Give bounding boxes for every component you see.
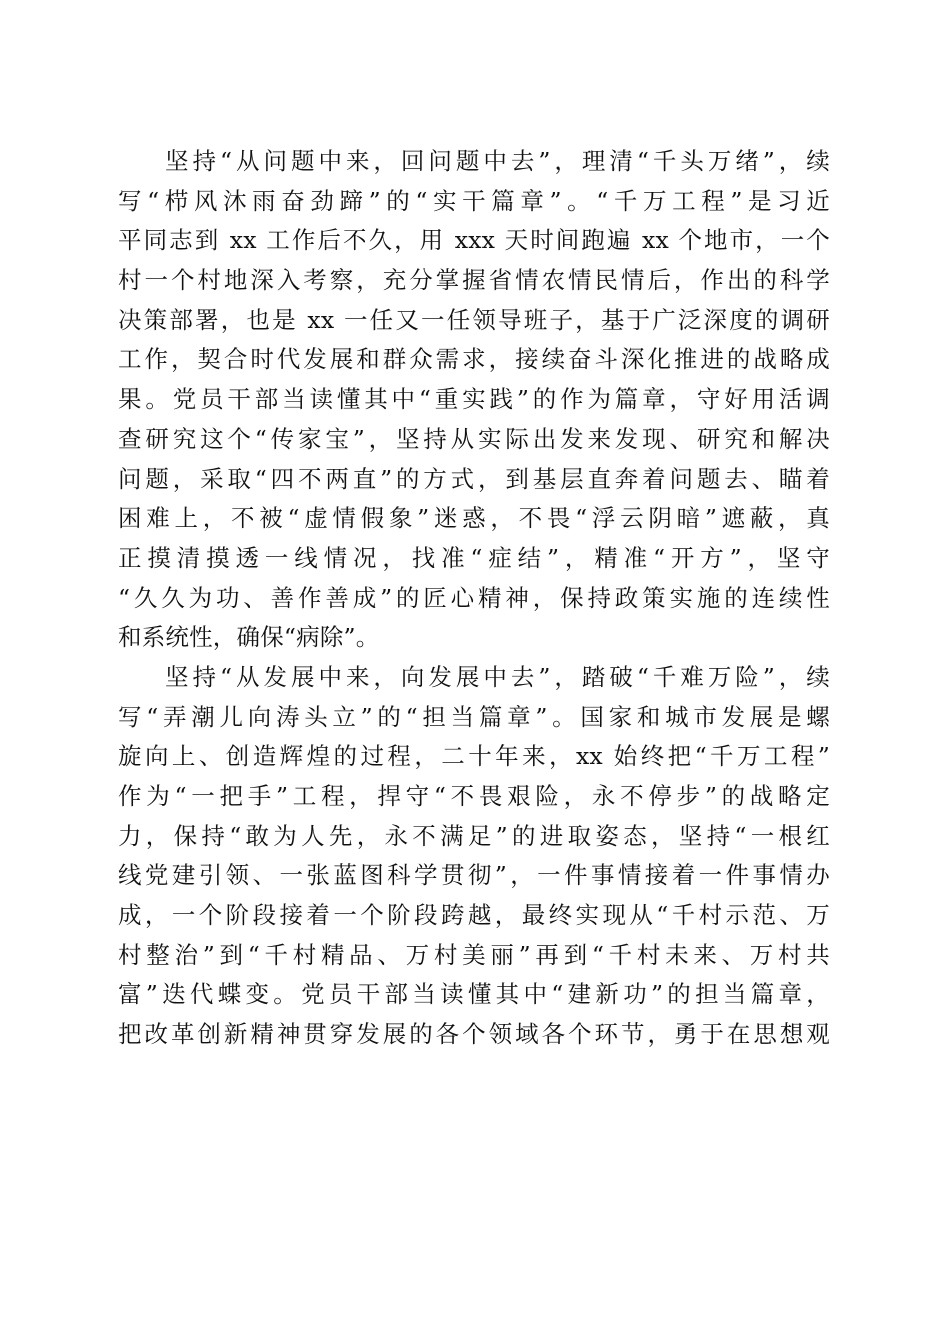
- paragraph-line: 村整治”到“千村精品、万村美丽”再到“千村未来、万村共: [118, 940, 830, 969]
- paragraph-line: 写“弄潮儿向涛头立”的“担当篇章”。国家和城市发展是螺: [118, 702, 830, 731]
- paragraph-line: 富”迭代蝶变。党员干部当读懂其中“建新功”的担当篇章，: [118, 980, 830, 1009]
- paragraph-line: 问题，采取“四不两直”的方式，到基层直奔着问题去、瞄着: [118, 464, 830, 493]
- paragraph-line: 旋向上、创造辉煌的过程，二十年来，xx 始终把“千万工程”: [118, 742, 830, 771]
- paragraph-line: 坚持“从问题中来，回问题中去”，理清“千头万绪”，续: [165, 147, 830, 175]
- paragraph-line: 坚持“从发展中来，向发展中去”，踏破“千难万险”，续: [165, 662, 830, 691]
- paragraph-line: 困难上，不被“虚情假象”迷惑，不畏“浮云阴暗”遮蔽，真: [118, 504, 830, 533]
- paragraph-line: 正摸清摸透一线情况，找准“症结”，精准“开方”，坚守: [118, 543, 830, 572]
- document-body: [118, 142, 830, 1055]
- paragraph-line: 村一个村地深入考察，充分掌握省情农情民情后，作出的科学: [118, 266, 830, 295]
- paragraph-line: 和系统性，确保“病除”。: [118, 623, 380, 652]
- paragraph-line: 把改革创新精神贯穿发展的各个领域各个环节，勇于在思想观: [118, 1020, 830, 1049]
- paragraph-line: 果。党员干部当读懂其中“重实践”的作为篇章，守好用活调: [118, 385, 830, 414]
- paragraph-2: [118, 658, 830, 1055]
- paragraph-line: 力，保持“敢为人先，永不满足”的进取姿态，坚持“一根红: [118, 821, 830, 850]
- paragraph-line: 查研究这个“传家宝”，坚持从实际出发来发现、研究和解决: [118, 424, 830, 453]
- paragraph-1: [118, 142, 830, 658]
- paragraph-line: 平同志到 xx 工作后不久，用 xxx 天时间跑遍 xx 个地市，一个: [118, 226, 830, 255]
- paragraph-line: 工作，契合时代发展和群众需求，接续奋斗深化推进的战略成: [118, 345, 830, 374]
- paragraph-line: 写“栉风沐雨奋劲蹄”的“实干篇章”。“千万工程”是习近: [118, 186, 830, 215]
- paragraph-line: 决策部署，也是 xx 一任又一任领导班子，基于广泛深度的调研: [118, 305, 830, 334]
- paragraph-line: 作为“一把手”工程，捍守“不畏艰险，永不停步”的战略定: [118, 782, 830, 810]
- paragraph-line: 成，一个阶段接着一个阶段跨越，最终实现从“千村示范、万: [118, 901, 830, 930]
- paragraph-line: “久久为功、善作善成”的匠心精神，保持政策实施的连续性: [118, 583, 830, 612]
- paragraph-line: 线党建引领、一张蓝图科学贯彻”，一件事情接着一件事情办: [118, 861, 830, 890]
